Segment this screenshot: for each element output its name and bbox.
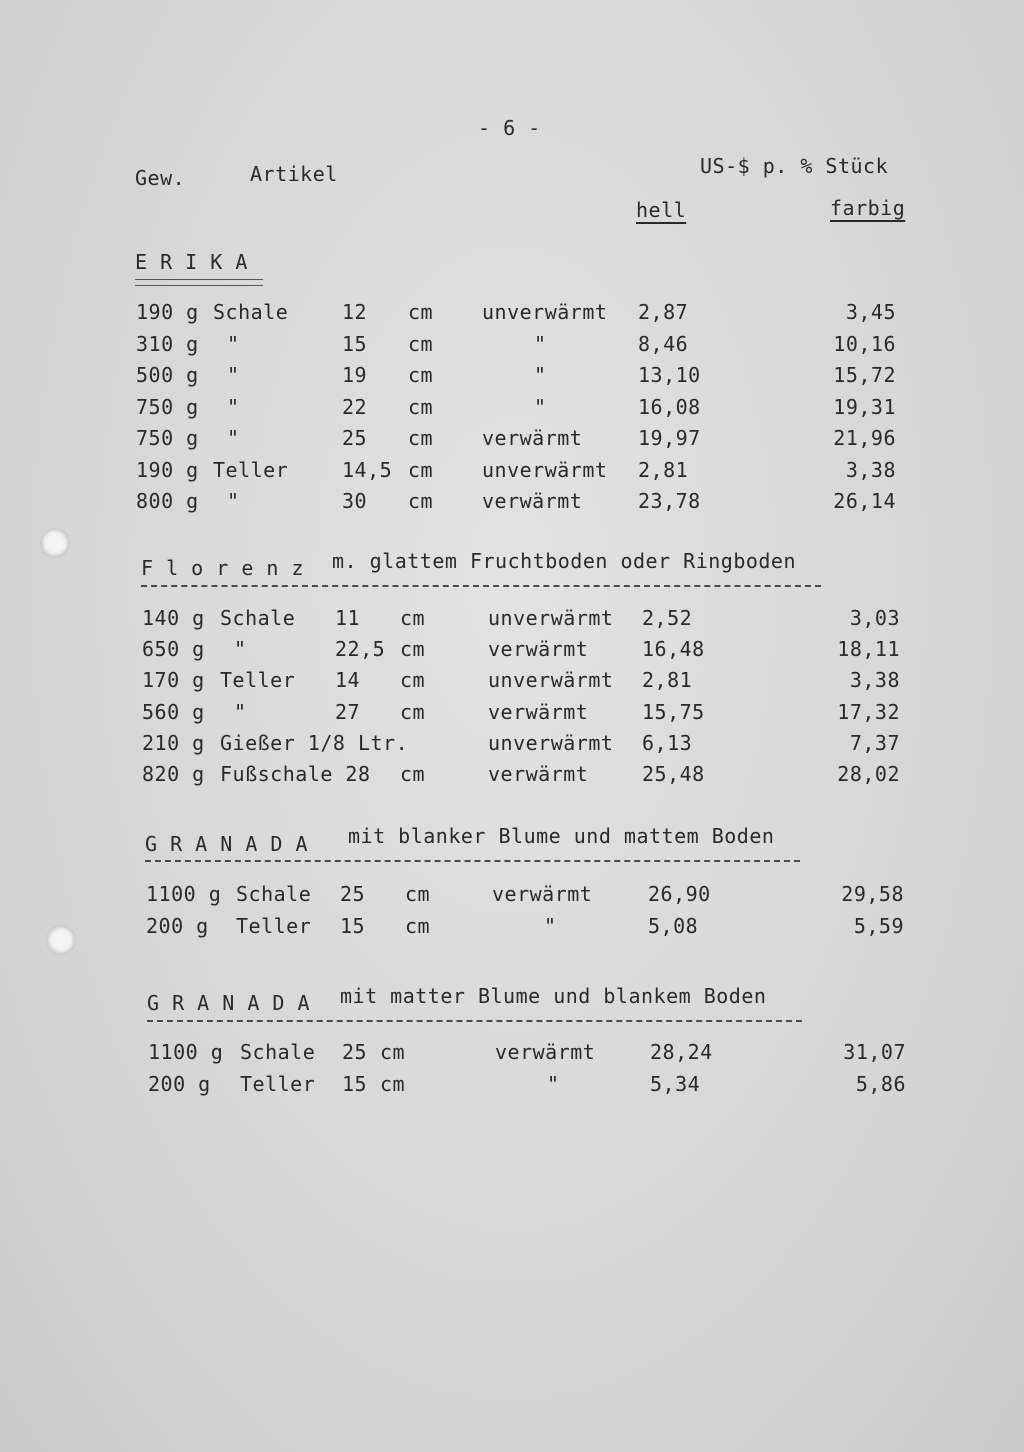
cell-unit: cm [408,331,434,356]
cell-size: 27 [335,699,361,724]
cell-farbig: 17,32 [837,699,900,724]
cell-article: " [227,489,240,513]
cell-size: 15 [342,331,368,356]
cell-hell: 2,87 [638,300,689,324]
cell-farbig: 19,31 [833,394,896,419]
cell-hell: 19,97 [638,426,701,450]
cell-size: 15 [340,914,366,938]
cell-weight: 750 g [136,426,199,450]
cell-mode: unverwärmt [488,606,614,630]
cell-size: 30 [342,489,368,513]
section-subtitle-granada-1: mit blanker Blume und mattem Boden [348,824,775,848]
cell-unit: cm [408,363,434,387]
cell-article: Teller [240,1072,316,1096]
cell-unit: cm [405,882,431,906]
punch-hole-bottom [46,925,76,955]
cell-unit: cm [400,762,426,786]
cell-farbig: 31,07 [843,1040,906,1064]
cell-farbig: 3,38 [845,457,896,482]
cell-weight: 750 g [136,394,199,419]
cell-article: Gießer 1/8 Ltr. [220,730,409,755]
section-subtitle-granada-2: mit matter Blume und blankem Boden [340,984,767,1008]
cell-weight: 200 g [148,1072,211,1096]
cell-size: 22 [342,394,368,419]
cell-weight: 1100 g [148,1040,224,1064]
header-farbig: farbig [830,196,906,220]
cell-unit: cm [408,489,434,513]
cell-weight: 140 g [142,606,205,630]
cell-mode: verwärmt [482,489,583,513]
cell-weight: 310 g [136,331,199,356]
cell-mode: verwärmt [488,699,589,724]
cell-weight: 190 g [136,300,199,324]
cell-hell: 15,75 [642,699,705,724]
cell-hell: 16,48 [642,637,705,662]
cell-hell: 5,08 [648,914,699,938]
cell-mode: verwärmt [492,882,593,906]
cell-hell: 16,08 [638,394,701,419]
cell-farbig: 3,38 [849,668,900,693]
cell-mode: " [544,914,557,938]
cell-mode: unverwärmt [482,457,608,482]
dashed-underline [141,585,821,587]
cell-article: " [227,394,240,419]
cell-mode: unverwärmt [488,668,614,693]
cell-weight: 820 g [142,762,205,786]
cell-hell: 8,46 [638,331,689,356]
cell-size: 14 [335,668,361,693]
cell-farbig: 7,37 [849,730,900,755]
cell-hell: 5,34 [650,1072,701,1096]
cell-size: 12 [342,300,368,324]
cell-farbig: 21,96 [833,426,896,450]
section-title-erika: E R I K A [135,250,248,274]
cell-unit: cm [408,457,434,482]
cell-weight: 650 g [142,637,205,662]
cell-article: " [227,363,240,387]
cell-mode: " [534,331,547,356]
cell-article: Teller [220,668,296,693]
dashed-underline [147,1020,802,1022]
cell-article: Teller [236,914,312,938]
cell-unit: cm [380,1040,406,1064]
section-title-florenz: F l o r e n z [141,556,305,580]
cell-size: 25 [342,426,368,450]
cell-size: 11 [335,606,361,630]
cell-unit: cm [408,300,434,324]
cell-weight: 190 g [136,457,199,482]
header-price: US-$ p. % Stück [700,154,889,178]
cell-article: Teller [213,457,289,482]
cell-article: " [234,699,247,724]
cell-farbig: 3,45 [845,300,896,324]
cell-hell: 25,48 [642,762,705,786]
cell-size: 22,5 [335,637,386,662]
double-underline [135,279,263,286]
cell-weight: 170 g [142,668,205,693]
cell-mode: unverwärmt [488,730,614,755]
cell-weight: 1100 g [146,882,222,906]
cell-unit: cm [405,914,431,938]
cell-farbig: 5,59 [853,914,904,938]
header-article: Artikel [250,162,338,186]
cell-article: " [227,426,240,450]
cell-size: 25 [340,882,366,906]
cell-hell: 2,81 [642,668,693,693]
cell-unit: cm [400,668,426,693]
cell-size: 19 [342,363,368,387]
cell-unit: cm [400,637,426,662]
cell-weight: 210 g [142,730,205,755]
section-subtitle-florenz: m. glattem Fruchtboden oder Ringboden [332,549,797,573]
cell-weight: 500 g [136,363,199,387]
cell-weight: 560 g [142,699,205,724]
cell-size: 14,5 [342,457,393,482]
page-number: - 6 - [478,116,541,140]
cell-mode: verwärmt [488,637,589,662]
cell-size: 25 [342,1040,368,1064]
cell-mode: verwärmt [482,426,583,450]
cell-mode: verwärmt [488,762,589,786]
punch-hole-top [40,528,70,558]
cell-unit: cm [400,606,426,630]
cell-hell: 23,78 [638,489,701,513]
cell-hell: 13,10 [638,363,701,387]
cell-article: Schale [236,882,312,906]
cell-farbig: 10,16 [833,331,896,356]
cell-size: 15 [342,1072,368,1096]
header-weight: Gew. [135,166,186,190]
dashed-underline [145,860,800,862]
cell-article: Schale [220,606,296,630]
cell-hell: 26,90 [648,882,711,906]
cell-article: " [227,331,240,356]
cell-article: " [234,637,247,662]
cell-mode: " [534,363,547,387]
cell-farbig: 26,14 [833,489,896,513]
header-hell: hell [636,198,687,222]
cell-weight: 200 g [146,914,209,938]
cell-hell: 28,24 [650,1040,713,1064]
cell-hell: 2,81 [638,457,689,482]
cell-mode: " [547,1072,560,1096]
cell-farbig: 3,03 [849,606,900,630]
cell-farbig: 29,58 [841,882,904,906]
cell-mode: unverwärmt [482,300,608,324]
cell-unit: cm [380,1072,406,1096]
cell-farbig: 5,86 [855,1072,906,1096]
cell-article: Schale [213,300,289,324]
cell-farbig: 15,72 [833,363,896,387]
section-title-granada-2: G R A N A D A [147,991,311,1015]
cell-mode: verwärmt [495,1040,596,1064]
cell-farbig: 28,02 [837,762,900,786]
cell-farbig: 18,11 [837,637,900,662]
cell-hell: 2,52 [642,606,693,630]
cell-unit: cm [408,426,434,450]
cell-mode: " [534,394,547,419]
cell-unit: cm [408,394,434,419]
section-title-granada-1: G R A N A D A [145,832,309,856]
cell-weight: 800 g [136,489,199,513]
cell-article: Schale [240,1040,316,1064]
cell-hell: 6,13 [642,730,693,755]
cell-article: Fußschale 28 [220,762,371,786]
cell-unit: cm [400,699,426,724]
